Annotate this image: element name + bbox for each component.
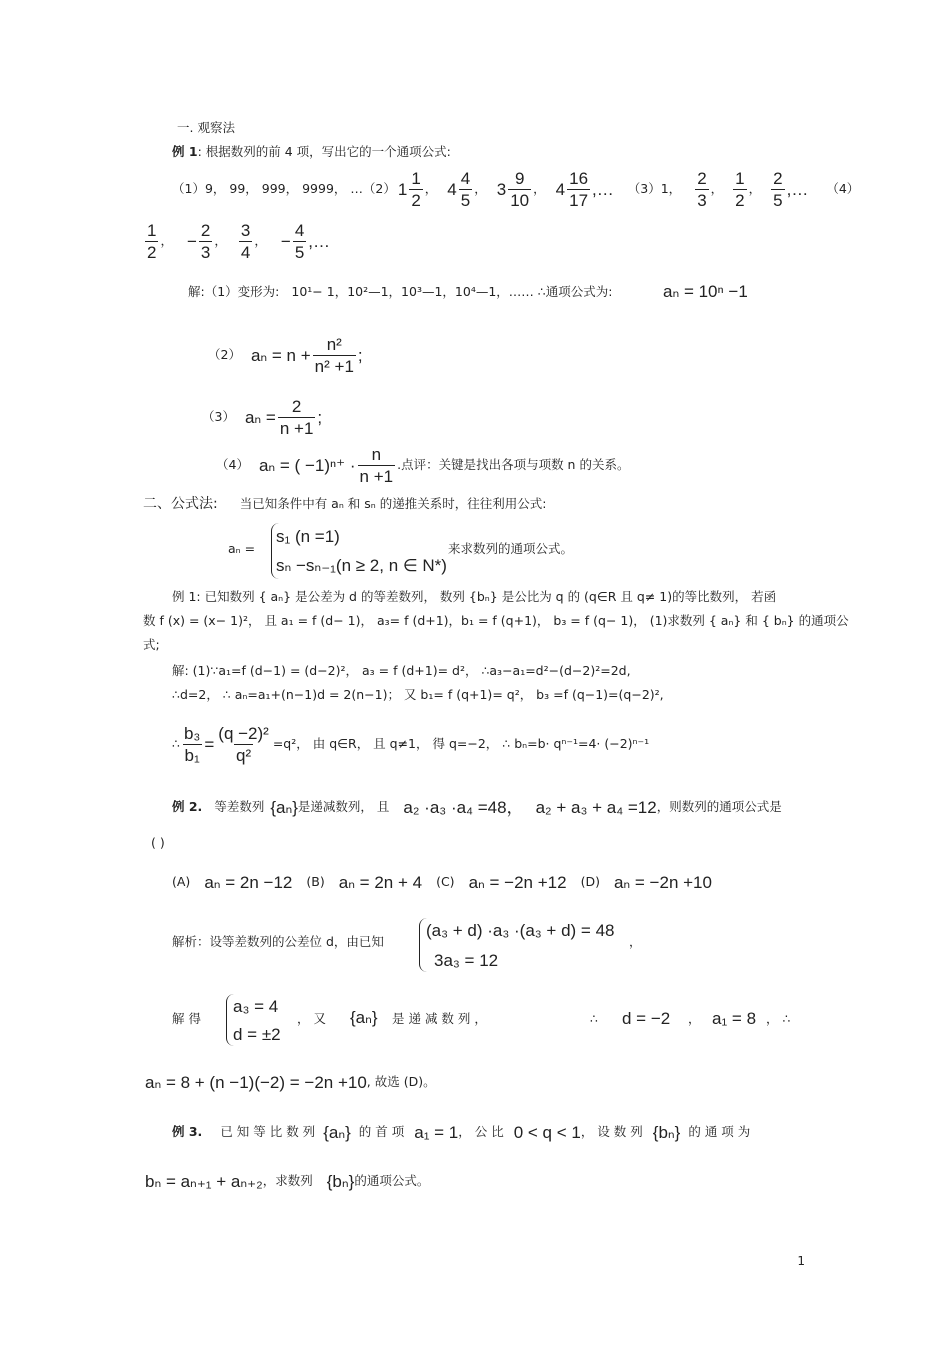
ex3-t4: ， 设 数 列 [580, 1124, 643, 1140]
system-eq-1: (a₃ + d) ·a₃ ·(a₃ + d) = 48 [426, 921, 615, 940]
sep: ， [533, 181, 546, 197]
sep: ， [424, 181, 438, 197]
piecewise-case-2: sₙ −sₙ₋₁(n ≥ 2, n ∈ N*) [276, 556, 447, 575]
option-b-label: (B) [306, 874, 325, 890]
section-2-text: 当已知条件中有 aₙ 和 sₙ 的递推关系时，往往利用公式: [239, 496, 547, 511]
conclusion-formula: aₙ = 8 + (n −1)(−2) = −2n +10 [145, 1073, 367, 1092]
sol1b-line-2: ∴d=2， ∴ aₙ=a₁+(n−1)d = 2(n−1)； 又 b₁= f (q+1)= q²， b₃ =f (q−1)=(q−2)², [172, 687, 664, 702]
ex3-t7: 的通项公式。 [354, 1173, 430, 1189]
example-1-label: 例 1 [172, 144, 198, 159]
ex3-t2: 的 首 项 [358, 1124, 405, 1140]
b3-over-b1: $\frac{\text{b₃}}{\text{b₁}}$ [183, 724, 201, 765]
section-2-title: 二、公式法: [143, 496, 218, 512]
seq4-label: （4） [826, 181, 860, 197]
ellipsis: ,… [592, 180, 614, 199]
comma: ， [688, 1011, 701, 1026]
sol1-f2-fraction: $\frac{\text{n²}}{\text{n² +1}}$ [314, 335, 354, 376]
q-fraction: $\frac{\text{(q −2)²}}{\text{q²}}$ [218, 724, 269, 765]
ex1b-line-2: 数 f (x) = (x− 1)²， 且 a₁ = f (d− 1)， a₃= f (d+1)，b₁ = f (q+1)， b₃ = f (q− 1)， (1)求数列 { aₙ} 和 { bₙ} 的通项公 [143, 613, 849, 628]
sol1-l4: （4） [216, 457, 249, 473]
sol1-f4-fraction: $\frac{n}{n +1}$ [359, 445, 394, 486]
example-1-line [172, 146, 451, 159]
sep: ， [474, 181, 487, 197]
sol1-formula-2-line [208, 336, 363, 375]
seq3-fraction-2: $\frac{1}{2}$ [735, 169, 745, 210]
sol1-l2: （2） [208, 347, 241, 363]
seq2-whole-1: 1 [397, 180, 408, 199]
seq3-text: （3）1， [627, 181, 682, 197]
ex1b-line-3: 式; [143, 637, 160, 652]
seq1-text: （1）9， 99， 999， 9999， …（2） [172, 181, 396, 197]
seq2-fraction-3: $\frac{9}{10}$ [510, 169, 530, 210]
ellipsis: ,… [308, 232, 331, 251]
sol1-f3-fraction: $\frac{2}{n +1}$ [279, 397, 314, 438]
option-a-label: (A) [172, 874, 191, 890]
ex3-bseq: {bₙ} [652, 1123, 681, 1142]
sol1-label: 解:（1）变形为: [188, 284, 280, 299]
seq4-fraction-2: $\frac{2}{3}$ [200, 221, 211, 262]
sol1b-tail: =q²， 由 q∈R， 且 q≠1， 得 q=−2， ∴ bₙ=b· qⁿ⁻¹=4· (−2)ⁿ⁻¹ [272, 736, 650, 752]
ex3-seq: {aₙ} [323, 1123, 351, 1142]
option-d: aₙ = −2n +10 [613, 873, 712, 892]
ex2-f2: a₂ + a₃ + a₄ =12 [535, 798, 657, 817]
minus: − [280, 232, 291, 251]
therefore: ∴ [172, 736, 180, 752]
ex3-bn: bₙ = aₙ₊₁ + aₙ₊₂ [145, 1172, 263, 1191]
seq2-fraction-2: $\frac{4}{5}$ [460, 169, 471, 210]
ex3-t5: 的 通 项 为 [688, 1124, 751, 1140]
system-eq-2: 3a₃ = 12 [434, 951, 499, 970]
sep: ， [160, 233, 173, 249]
sep: ， [254, 233, 267, 249]
sol1b-line-1: 解: (1)∵a₁=f (d−1) = (d−2)²， a₃ = f (d+1)= d²， ∴a₃−a₁=d²−(d−2)²=2d, [172, 663, 631, 678]
ex2-f1: a₂ ·a₃ ·a₄ =48， [403, 798, 524, 817]
seq2-fraction-1: $\frac{1}{2}$ [411, 169, 421, 210]
sol1-f2a: aₙ = n + [250, 346, 311, 365]
ex2-answer-paren: ( ) [151, 835, 165, 850]
sol1-f4e: .点评：关键是找出各项与项数 n 的关系。 [397, 457, 630, 473]
ex2-analysis-4: 是 递 减 数 列 ， [392, 1011, 487, 1026]
option-c: aₙ = −2n +12 [468, 873, 567, 892]
option-d-label: (D) [580, 874, 600, 890]
ex3-line-2 [145, 1173, 429, 1190]
section-2-line [143, 497, 546, 511]
example-1-text: : 根据数列的前 4 项，写出它的一个通项公式: [197, 144, 451, 159]
sol1b-line-3 [172, 725, 649, 764]
ex2-analysis-2: 解 得 [172, 1011, 201, 1026]
option-a: aₙ = 2n −12 [204, 873, 293, 892]
ex3-bseq-2: {bₙ} [326, 1172, 355, 1191]
sep: ， [214, 233, 227, 249]
d-value: d = −2 [622, 1009, 671, 1028]
ex2-options [172, 874, 712, 891]
conclusion-text: , 故选 (D)。 [366, 1074, 436, 1090]
ex2-seq-2: {aₙ} [350, 1008, 378, 1027]
ex2-question: ，则数列的通项公式是 [656, 799, 782, 815]
piecewise-case-1: s₁ (n =1) [276, 527, 340, 546]
ex2-seq: {aₙ} [270, 798, 298, 817]
equals: = [204, 735, 215, 754]
sol1-formula-1: aₙ = 10ⁿ −1 [663, 282, 748, 301]
sol1-formula-4-line [216, 446, 629, 485]
sol1-f2e: ; [357, 346, 363, 365]
seq2-whole-4: 4 [555, 180, 566, 199]
sol1-line-1 [188, 286, 612, 299]
solution-eq-1: a₃ = 4 [233, 997, 279, 1016]
ex3-line-1 [172, 1124, 750, 1141]
seq2-whole-3: 3 [496, 180, 507, 199]
seq4-fraction-3: $\frac{3}{4}$ [240, 221, 251, 262]
ellipsis: ,… [786, 180, 809, 199]
option-b: aₙ = 2n + 4 [338, 873, 423, 892]
seq3-fraction-3: $\frac{2}{5}$ [773, 169, 783, 210]
ex2-line [172, 799, 782, 816]
ex3-text: 已 知 等 比 数 列 [220, 1124, 316, 1140]
a1-value: a₁ = 8 [712, 1009, 757, 1028]
ex3-t6: ，求数列 [262, 1173, 313, 1189]
sep: ， [748, 181, 762, 197]
piecewise-tail: 来求数列的通项公式。 [448, 541, 574, 556]
ex2-analysis-3: ， 又 [297, 1011, 326, 1026]
sep: ， [710, 181, 724, 197]
seq2-fraction-4: $\frac{16}{17}$ [569, 169, 589, 210]
sequence-4-line [143, 222, 330, 261]
ex3-t3: ， 公 比 [458, 1124, 504, 1140]
sol1-seq: 10¹− 1，10²—1，10³—1，10⁴—1，…… ∴通项公式为: [291, 284, 613, 299]
solution-eq-2: d = ±2 [233, 1025, 281, 1044]
ex2-cond: 是递减数列， 且 [297, 799, 390, 815]
ex3-a1: a₁ = 1 [414, 1123, 459, 1142]
sol1-f3a: aₙ = [244, 408, 276, 427]
ex2-therefore: ∴ [590, 1011, 598, 1026]
sol1-f3e: ; [317, 408, 323, 427]
ex1b-line-1: 例 1: 已知数列 { aₙ} 是公差为 d 的等差数列， 数列 {bₙ} 是公比为 q 的 (q∈R 且 q≠ 1)的等比数列， 若函 [172, 589, 777, 604]
sol1-f4a: aₙ = ( −1)ⁿ⁺ · [258, 456, 356, 475]
seq4-fraction-1: $\frac{1}{2}$ [147, 221, 157, 262]
sol1-l3: （3） [202, 409, 235, 425]
section-1-title: 一. 观察法 [177, 120, 235, 135]
ex3-label: 例 3. [172, 1124, 203, 1140]
sol1-formula-3-line [202, 398, 322, 437]
seq2-whole-2: 4 [447, 180, 457, 199]
ex2-conclusion [145, 1074, 436, 1091]
minus: − [186, 232, 197, 251]
seq4-fraction-4: $\frac{4}{5}$ [294, 221, 305, 262]
ex2-text: 等差数列 [214, 799, 265, 815]
ex3-q-range: 0 < q < 1 [513, 1123, 581, 1142]
ex2-analysis-1: 解析：设等差数列的公差位 d，由已知 [172, 934, 384, 949]
comma-therefore: ， ∴ [766, 1011, 791, 1026]
sequences-line [172, 170, 859, 209]
system-eq-1-comma: ， [629, 934, 642, 949]
option-c-label: (C) [436, 874, 455, 890]
piecewise-lhs: aₙ = [228, 541, 256, 556]
seq3-fraction-1: $\frac{2}{3}$ [697, 169, 707, 210]
page-number: 1 [797, 1254, 805, 1268]
ex2-label: 例 2. [172, 799, 203, 815]
